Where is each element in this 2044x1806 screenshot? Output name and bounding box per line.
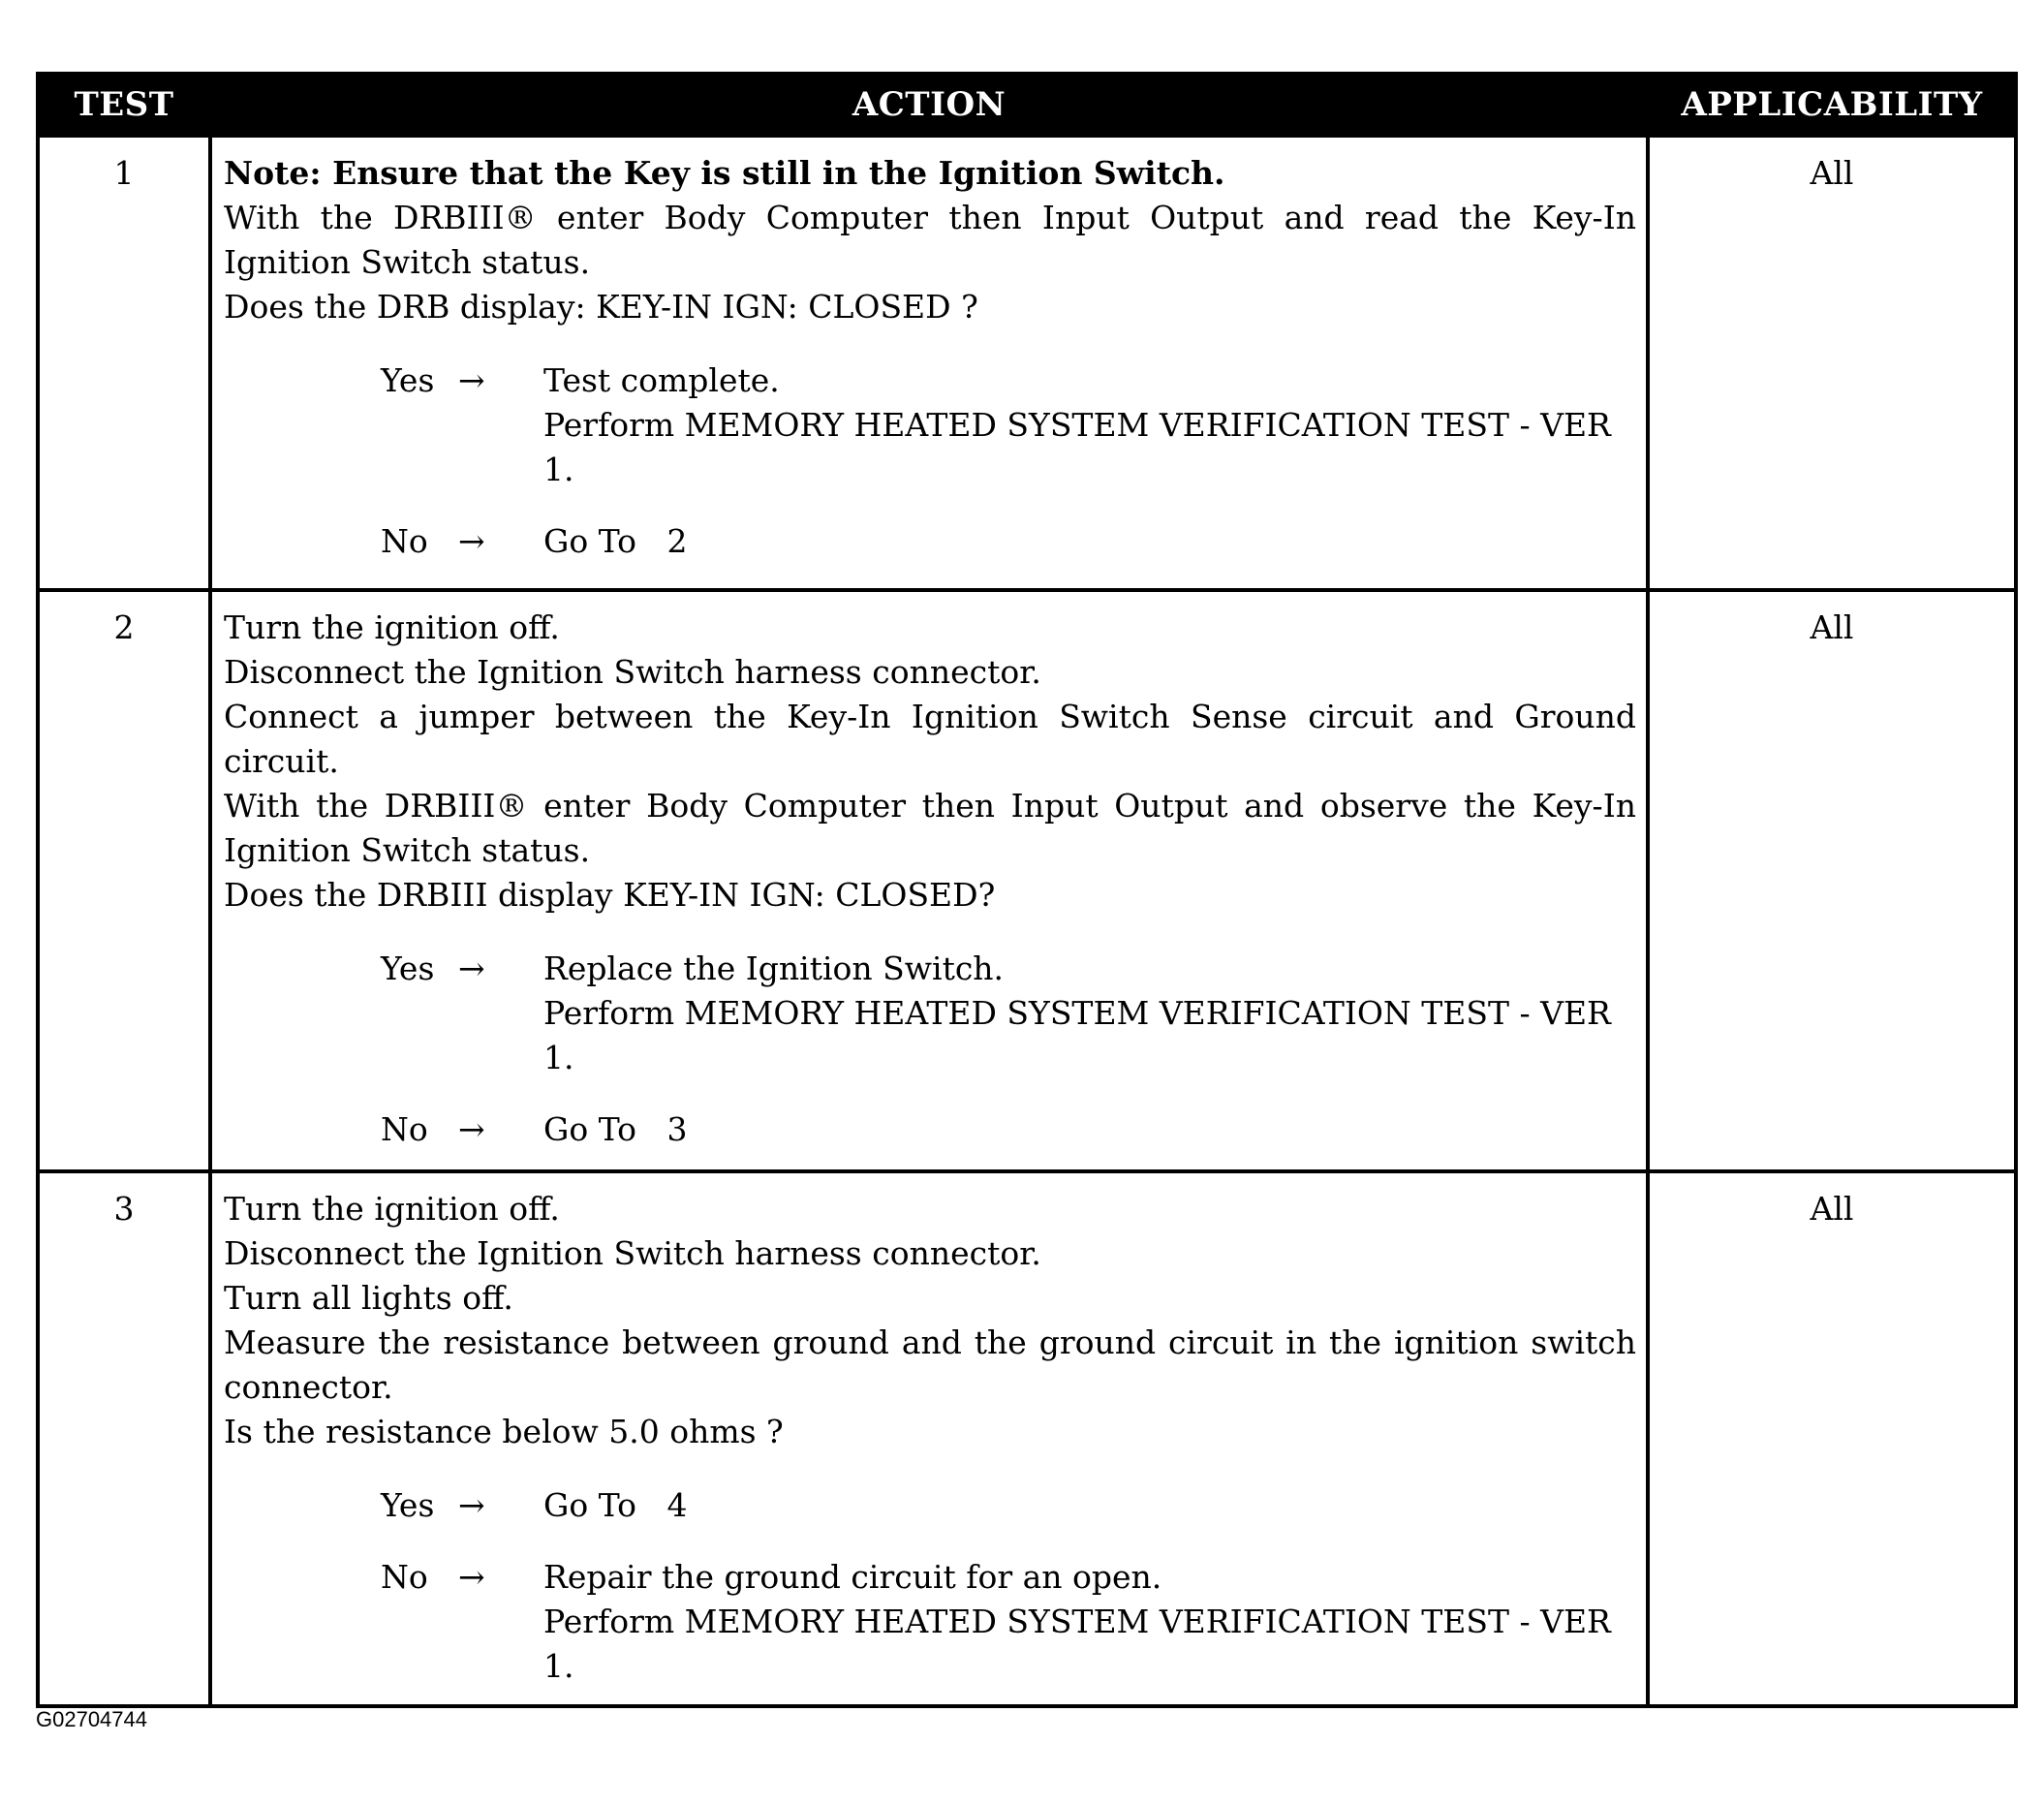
answer-text	[543, 1107, 1636, 1152]
answer-line: Go To 2	[543, 522, 688, 560]
action-step: Turn all lights off.	[224, 1279, 513, 1317]
action-step: Turn the ignition off.	[224, 1190, 560, 1228]
answer-text	[543, 947, 1636, 1080]
answer-line: Go To 3	[543, 1110, 688, 1148]
table-row	[38, 1171, 2016, 1706]
table-header-row	[38, 74, 2016, 136]
right-arrow-icon: →	[458, 1110, 485, 1148]
action-cell	[210, 136, 1648, 590]
answer-line: Go To 4	[543, 1486, 688, 1524]
answer-text	[543, 1555, 1636, 1689]
answer-line: Replace the Ignition Switch.	[543, 950, 1005, 987]
answer-yes	[224, 947, 1636, 1080]
action-step: With the DRBIII® enter Body Computer then Input Output and read the Key-In Ignition Switch status.	[224, 199, 1636, 281]
action-cell	[210, 1171, 1648, 1706]
test-number: 2	[38, 590, 210, 1171]
answer-label: Yes	[381, 950, 435, 987]
action-step: Does the DRBIII display KEY-IN IGN: CLOSED?	[224, 876, 996, 914]
action-note: Note: Ensure that the Key is still in the Ignition Switch.	[224, 154, 1225, 192]
table-row	[38, 590, 2016, 1171]
header-test: TEST	[38, 74, 210, 136]
answer-label: No	[381, 1558, 428, 1596]
test-number: 1	[38, 136, 210, 590]
answer-label: No	[381, 522, 428, 560]
answer-text	[543, 1483, 1636, 1528]
action-step: Does the DRB display: KEY-IN IGN: CLOSED ?	[224, 288, 978, 326]
answer-line: Perform MEMORY HEATED SYSTEM VERIFICATION TEST - VER 1.	[543, 994, 1611, 1076]
answer-no	[224, 519, 1636, 564]
figure-id-caption: G02704744	[36, 1707, 147, 1731]
action-step: With the DRBIII® enter Body Computer then Input Output and observe the Key-In Ignition Switch status.	[224, 787, 1636, 869]
applicability-value: All	[1648, 590, 2016, 1171]
right-arrow-icon: →	[458, 361, 485, 399]
header-applicability: APPLICABILITY	[1648, 74, 2016, 136]
table-row	[38, 136, 2016, 590]
action-cell	[210, 590, 1648, 1171]
test-number: 3	[38, 1171, 210, 1706]
answer-line: Repair the ground circuit for an open.	[543, 1558, 1162, 1596]
answer-line: Perform MEMORY HEATED SYSTEM VERIFICATION TEST - VER 1.	[543, 406, 1611, 488]
answer-label: Yes	[381, 1486, 435, 1524]
action-step: Connect a jumper between the Key-In Ignition Switch Sense circuit and Ground circuit.	[224, 698, 1636, 780]
answer-label: Yes	[381, 361, 435, 399]
answer-label: No	[381, 1110, 428, 1148]
diagnostic-table-container	[36, 72, 2014, 1708]
answer-line: Test complete.	[543, 361, 780, 399]
action-step: Disconnect the Ignition Switch harness connector.	[224, 1234, 1041, 1272]
answer-no	[224, 1555, 1636, 1689]
applicability-value: All	[1648, 136, 2016, 590]
action-step: Is the resistance below 5.0 ohms ?	[224, 1413, 784, 1450]
diagnostic-test-table	[36, 72, 2018, 1708]
answer-text	[543, 358, 1636, 492]
header-action: ACTION	[210, 74, 1648, 136]
right-arrow-icon: →	[458, 522, 485, 560]
right-arrow-icon: →	[458, 950, 485, 987]
action-step: Measure the resistance between ground and the ground circuit in the ignition switch connector.	[224, 1323, 1636, 1406]
right-arrow-icon: →	[458, 1558, 485, 1596]
answer-line: Perform MEMORY HEATED SYSTEM VERIFICATION TEST - VER 1.	[543, 1603, 1611, 1685]
answer-yes	[224, 1483, 1636, 1528]
answer-no	[224, 1107, 1636, 1152]
action-step: Turn the ignition off.	[224, 608, 560, 646]
answer-yes	[224, 358, 1636, 492]
action-step: Disconnect the Ignition Switch harness connector.	[224, 653, 1041, 691]
right-arrow-icon: →	[458, 1486, 485, 1524]
answer-text	[543, 519, 1636, 564]
applicability-value: All	[1648, 1171, 2016, 1706]
